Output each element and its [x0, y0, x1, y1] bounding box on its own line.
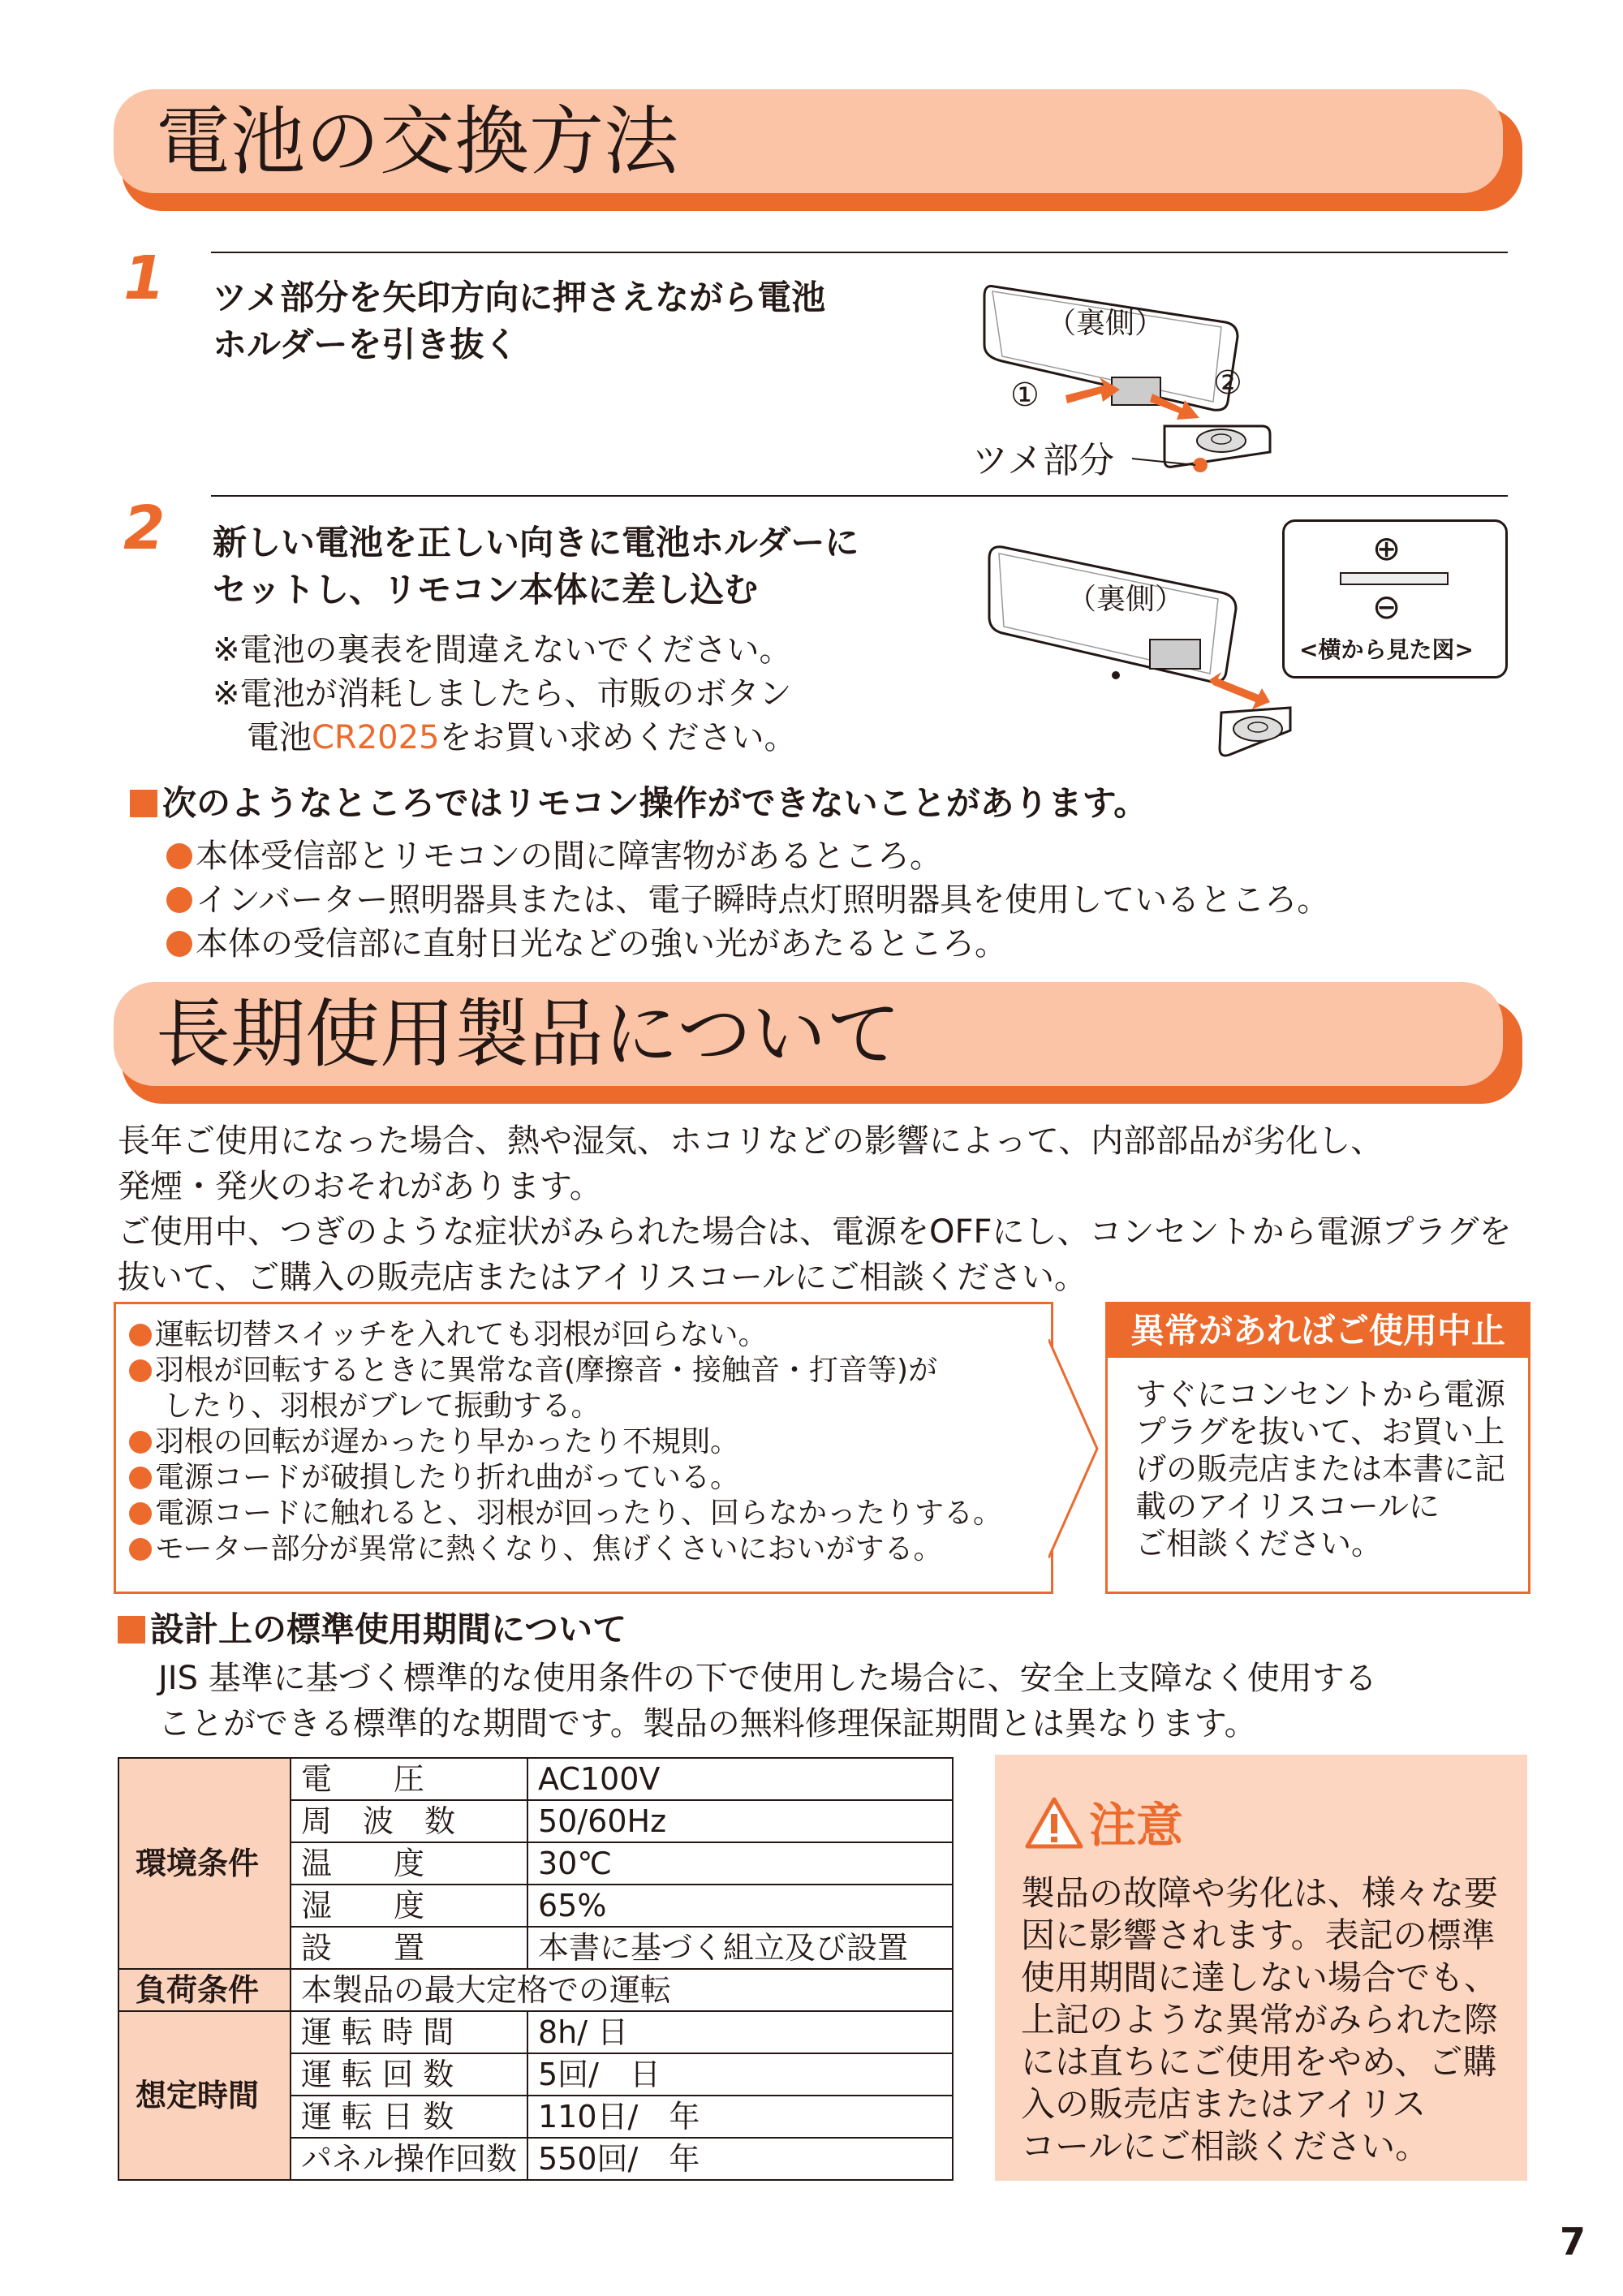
table-row: 負荷条件 本製品の最大定格での運転 — [118, 1969, 953, 2011]
step2-notes: ※電池の裏表を間違えないでください。 ※電池が消耗しましたら、市販のボタン 電池CR2025をお買い求めください。 — [213, 631, 797, 756]
section-banner-long-term — [114, 982, 1518, 1096]
step2-instruction: 新しい電池を正しい向きに電池ホルダーに セットし、リモコン本体に差し込む — [213, 523, 859, 610]
step1-instruction: ツメ部分を矢印方向に押さえながら電池 ホルダーを引き抜く — [213, 278, 826, 364]
battery-model: CR2025 — [312, 719, 440, 756]
symptoms-box — [114, 1302, 1053, 1594]
list-item-continued: したり、羽根がブレて振動する。 — [163, 1389, 601, 1423]
table-row: 想定時間 運 転 時 間 8h/ 日 — [118, 2011, 953, 2053]
caution-heading: 注意 — [1024, 1787, 1183, 1855]
list-item: 羽根の回転が遅かったり早かったり不規則。 — [129, 1424, 1051, 1460]
table-row: 環境条件 電 圧 AC100V — [118, 1758, 953, 1800]
table-row: 運 転 回 数 5回/ 日 — [118, 2053, 953, 2096]
list-item: 本体受信部とリモコンの間に障害物があるところ。 — [166, 834, 1329, 878]
divider — [211, 252, 1508, 253]
svg-text:①: ① — [1010, 377, 1040, 414]
period-description: JIS 基準に基づく標準的な使用条件の下で使用した場合に、安全上支障なく使用する ことができる標準的な期間です。製品の無料修理保証期間とは異なります。 — [158, 1660, 1377, 1742]
plus-icon: ⊕ — [1372, 528, 1401, 568]
svg-text:②: ② — [1213, 364, 1242, 402]
step-number-1: 1 — [123, 243, 166, 313]
warning-triangle-icon — [1024, 1796, 1084, 1850]
usage-conditions-table — [118, 1757, 954, 2181]
remote-warning-list — [166, 834, 1329, 966]
stop-use-heading: 異常があればご使用中止 — [1108, 1304, 1528, 1358]
list-item: インバーター照明器具または、電子瞬時点灯照明器具を使用しているところ。 — [166, 878, 1329, 922]
env-label: 環境条件 — [118, 1758, 291, 1969]
claw-label: ツメ部分 — [972, 440, 1115, 481]
period-heading: 設計上の標準使用期間について — [118, 1607, 626, 1652]
table-row: 周 波 数 50/60Hz — [118, 1800, 953, 1842]
list-item: 電源コードが破損したり折れ曲がっている。 — [129, 1460, 1051, 1496]
table-row: 湿 度 65% — [118, 1885, 953, 1927]
arrow-right-icon — [1048, 1339, 1113, 1558]
load-label: 負荷条件 — [118, 1969, 291, 2011]
divider — [211, 495, 1508, 497]
caution-text: 製品の故障や劣化は、様々な要 因に影響されます。表記の標準 使用期間に達しない場合でも、 上記のような異常がみられた際 には直ちにご使用をやめ、ご購 入の販売店またはアイリス コールにご相談ください。 — [1021, 1873, 1499, 2166]
list-item: 電源コードに触れると、羽根が回ったり、回らなかったりする。 — [129, 1496, 1051, 1531]
table-row: 設 置 本書に基づく組立及び設置 — [118, 1927, 953, 1969]
list-item: モーター部分が異常に熱くなり、焦げくさいにおいがする。 — [129, 1531, 1051, 1567]
caution-box — [995, 1755, 1527, 2181]
minus-icon: ⊖ — [1372, 587, 1401, 627]
section-banner-battery — [114, 89, 1518, 203]
table-row: パネル操作回数 550回/ 年 — [118, 2138, 953, 2180]
remote-warning-heading: 次のようなところではリモコン操作ができないことがあります。 — [130, 781, 1147, 826]
table-row: 運 転 日 数 110日/ 年 — [118, 2096, 953, 2138]
stop-use-box: 異常があればご使用中止 すぐにコンセントから電源 プラグを抜いて、お買い上 げの販売店または本書に記 載のアイリスコールに ご相談ください。 — [1105, 1302, 1530, 1594]
long-term-intro: 長年ご使用になった場合、熱や湿気、ホコリなどの影響によって、内部部品が劣化し、 発煙・発火のおそれがあります。 ご使用中、つぎのような症状がみられた場合は、電源をOFFにし、コンセントから電源プラグを 抜いて、ご購入の販売店またはアイリスコールにご相談ください。 — [118, 1122, 1512, 1296]
section-title-battery: 電池の交換方法 — [156, 98, 679, 185]
page-number: 7 — [1560, 2220, 1586, 2264]
svg-text:（裏側）: （裏側） — [1067, 583, 1185, 616]
battery-side-shape — [1340, 572, 1449, 585]
list-item: 本体の受信部に直射日光などの強い光があたるところ。 — [166, 922, 1329, 966]
table-row: 温 度 30℃ — [118, 1842, 953, 1885]
list-item: 運転切替スイッチを入れても羽根が回らない。 — [129, 1317, 1051, 1353]
step-number-2: 2 — [123, 493, 166, 563]
side-view-caption: <横から見た図> — [1299, 636, 1474, 663]
list-item: 羽根が回転するときに異常な音(摩擦音・接触音・打音等)が — [129, 1353, 1051, 1389]
side-view-box — [1282, 519, 1508, 678]
svg-text:（裏側）: （裏側） — [1047, 307, 1165, 340]
section-title-long-term: 長期使用製品について — [156, 991, 902, 1078]
remote-insert-illustration — [978, 536, 1302, 771]
time-label: 想定時間 — [118, 2011, 291, 2180]
